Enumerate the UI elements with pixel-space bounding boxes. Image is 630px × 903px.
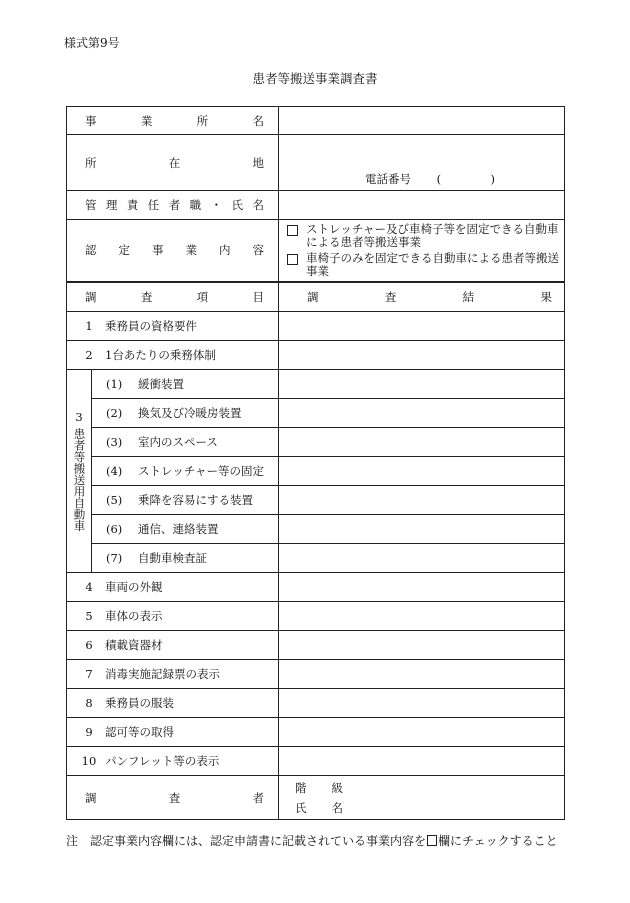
table-row: [67, 718, 565, 747]
result-field[interactable]: [279, 573, 565, 602]
inspector-label: 調査者: [67, 776, 279, 820]
business-name-field[interactable]: [279, 107, 565, 135]
cert-option-stretcher: [279, 223, 564, 249]
result-field[interactable]: [279, 689, 565, 718]
note-mark: 注: [66, 834, 79, 848]
table-row: [67, 486, 565, 515]
location-row: [67, 135, 565, 191]
location-label: 所在地: [67, 135, 279, 191]
sub-item-label: (7) 自動車検査証: [92, 544, 279, 573]
item-label: 4 車両の外観: [67, 573, 279, 602]
inspector-row: [67, 776, 565, 820]
manager-label: 管理責任者職・氏名: [67, 191, 279, 220]
item-label: 1 乗務員の資格要件: [67, 312, 279, 341]
result-field[interactable]: [279, 718, 565, 747]
table-row: [67, 399, 565, 428]
table-row: [67, 312, 565, 341]
vehicle-group-label: [67, 370, 92, 573]
table-row: [67, 660, 565, 689]
result-field[interactable]: [279, 602, 565, 631]
result-field[interactable]: [279, 747, 565, 776]
checkbox-wheelchair[interactable]: [287, 254, 298, 265]
item-label: 6 積載資器材: [67, 631, 279, 660]
result-field[interactable]: [279, 631, 565, 660]
table-row: [67, 370, 565, 399]
phone-close-paren: ): [490, 172, 495, 186]
business-name-label: 事業所名: [67, 107, 279, 135]
result-field[interactable]: [279, 486, 565, 515]
inspector-name: [295, 798, 564, 818]
table-row: [67, 747, 565, 776]
sub-item-label: (1) 緩衝装置: [92, 370, 279, 399]
rank-label: 階級: [295, 780, 343, 795]
phone-open-paren: (: [436, 172, 442, 186]
table-row: [67, 689, 565, 718]
result-field[interactable]: [279, 341, 565, 370]
result-field[interactable]: [279, 312, 565, 341]
certification-row: [67, 220, 565, 282]
result-field[interactable]: [279, 544, 565, 573]
item-label: 8 乗務員の服装: [67, 689, 279, 718]
manager-row: [67, 191, 565, 220]
result-field[interactable]: [279, 660, 565, 689]
sub-item-label: (6) 通信、連絡装置: [92, 515, 279, 544]
inspector-field[interactable]: [279, 776, 565, 820]
form-number: 様式第9号: [64, 36, 120, 50]
certification-options: [279, 220, 565, 282]
table-row: [67, 631, 565, 660]
name-label: 氏名: [295, 800, 343, 815]
cert-option-wheelchair: [279, 252, 564, 278]
footnote: [66, 832, 558, 849]
result-field[interactable]: [279, 457, 565, 486]
item-label: 9 認可等の取得: [67, 718, 279, 747]
table-row: [67, 573, 565, 602]
manager-field[interactable]: [279, 191, 565, 220]
checkbox-stretcher[interactable]: [287, 225, 298, 236]
table-row: [67, 602, 565, 631]
table-row: [67, 457, 565, 486]
location-field[interactable]: [279, 135, 565, 191]
table-row: [67, 341, 565, 370]
item-label: 7 消毒実施記録票の表示: [67, 660, 279, 689]
phone-label: 電話番号: [365, 172, 411, 186]
group-title: 患者等搬送用自動車: [72, 427, 87, 532]
result-field[interactable]: [279, 399, 565, 428]
table-row: [67, 544, 565, 573]
note-text-after: 欄にチェックすること: [438, 834, 558, 848]
item-label: 10 パンフレット等の表示: [67, 747, 279, 776]
sub-item-label: (5) 乗降を容易にする装置: [92, 486, 279, 515]
business-name-row: [67, 107, 565, 135]
table-header-row: [67, 282, 565, 312]
result-column-header: 調査結果: [279, 282, 565, 312]
note-text-before: 認定事業内容欄には、認定申請書に記載されている事業内容を: [90, 834, 427, 848]
result-field[interactable]: [279, 515, 565, 544]
sub-item-label: (4) ストレッチャー等の固定: [92, 457, 279, 486]
result-field[interactable]: [279, 428, 565, 457]
group-number: 3: [75, 409, 83, 424]
document-title: 患者等搬送事業調査書: [252, 71, 378, 86]
cert-option-text: 車椅子のみを固定できる自動車による患者等搬送事業: [306, 250, 559, 278]
sub-item-label: (3) 室内のスペース: [92, 428, 279, 457]
item-label: 5 車体の表示: [67, 602, 279, 631]
item-label: 2 1台あたりの乗務体制: [67, 341, 279, 370]
table-row: [67, 428, 565, 457]
cert-option-text: ストレッチャー及び車椅子等を固定できる自動車による患者等搬送事業: [306, 221, 559, 249]
checkbox-symbol-icon: [427, 835, 437, 846]
sub-item-label: (2) 換気及び冷暖房装置: [92, 399, 279, 428]
table-row: [67, 515, 565, 544]
survey-form-table: [66, 106, 565, 820]
result-field[interactable]: [279, 370, 565, 399]
phone-number: [365, 171, 495, 187]
inspector-rank: [295, 778, 564, 798]
item-column-header: 調査項目: [67, 282, 279, 312]
certification-label: 認定事業内容: [67, 220, 279, 282]
